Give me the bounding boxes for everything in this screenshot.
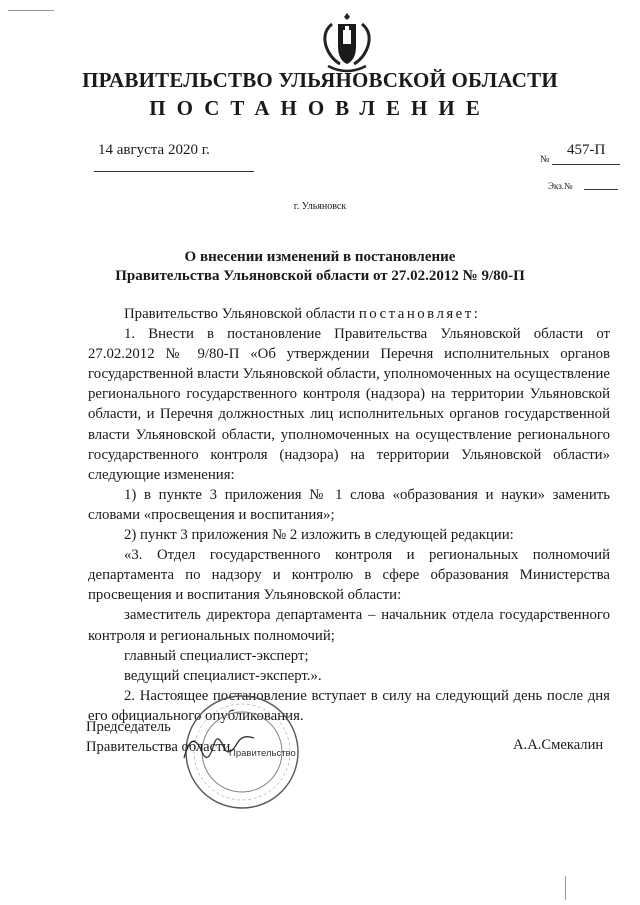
paragraph-1-2: 2) пункт 3 приложения № 2 изложить в следующей редакции:	[124, 527, 514, 544]
paragraph-position-3: ведущий специалист-эксперт.».	[124, 667, 322, 684]
signer-position	[86, 717, 230, 757]
number-underline	[552, 164, 620, 165]
copy-number-underline	[584, 189, 618, 190]
signer-position-line-1: Председатель	[86, 719, 171, 735]
date-underline	[94, 171, 254, 172]
intro-text: Правительство Ульяновской области	[124, 306, 359, 322]
coat-of-arms-icon	[318, 10, 376, 76]
paragraph-quote: «3. Отдел государственного контроля и региональных полномочий департамента по надзору и контролю в сфере образования Министерства просвещения и воспитания Ульяновской области:	[88, 547, 610, 604]
copy-number-label: Экз.№	[548, 181, 573, 191]
signer-position-line-2: Правительства области	[86, 739, 231, 755]
document-number: 457-П	[567, 142, 606, 158]
document-type: ПОСТАНОВЛЕНИЕ	[149, 96, 491, 120]
paragraph-position-2: главный специалист-эксперт;	[124, 647, 309, 664]
government-name: ПРАВИТЕЛЬСТВО УЛЬЯНОВСКОЙ ОБЛАСТИ	[82, 68, 558, 92]
paragraph-1: 1. Внести в постановление Правительства Ульяновской области от 27.02.2012 № 9/80-П «Об утверждении Перечня исполнительных органов государственной власти Ульяновской области, уполномоченных на осуществление регионального государственного контроля (надзора) на территории Ульяновской области, и Перечня должностных лиц исполнительных органов государственной власти Ульяновской области, уполномоченных на осуществление регионального государственного контроля (надзора) на территории Ульяновской области» следующие изменения:	[88, 326, 610, 483]
seal-inner-text: Правительство	[229, 748, 296, 759]
document-date: 14 августа 2020 г.	[98, 142, 210, 158]
document-title	[0, 248, 640, 286]
signer-name: А.А.Смекалин	[513, 737, 604, 753]
scan-mark-bottom	[565, 876, 566, 900]
title-line-1: О внесении изменений в постановление	[184, 249, 456, 265]
city: г. Ульяновск	[293, 201, 347, 212]
paragraph-2: 2. Настоящее постановление вступает в силу на следующий день после дня его официального опубликования.	[88, 687, 610, 724]
document-body	[88, 304, 610, 726]
paragraph-1-1: 1) в пункте 3 приложения № 1 слова «образования и науки» заменить словами «просвещения и воспитания»;	[88, 486, 610, 523]
scan-mark	[8, 10, 54, 11]
paragraph-position-1: заместитель директора департамента – начальник отдела государственного контроля и региональных полномочий;	[88, 607, 610, 644]
title-line-2: Правительства Ульяновской области от 27.02.2012 № 9/80-П	[115, 268, 525, 284]
intro-spaced-verb: постановляет	[358, 306, 474, 322]
number-label: №	[540, 154, 550, 165]
intro-colon: :	[473, 306, 478, 322]
intro-paragraph	[88, 304, 610, 324]
